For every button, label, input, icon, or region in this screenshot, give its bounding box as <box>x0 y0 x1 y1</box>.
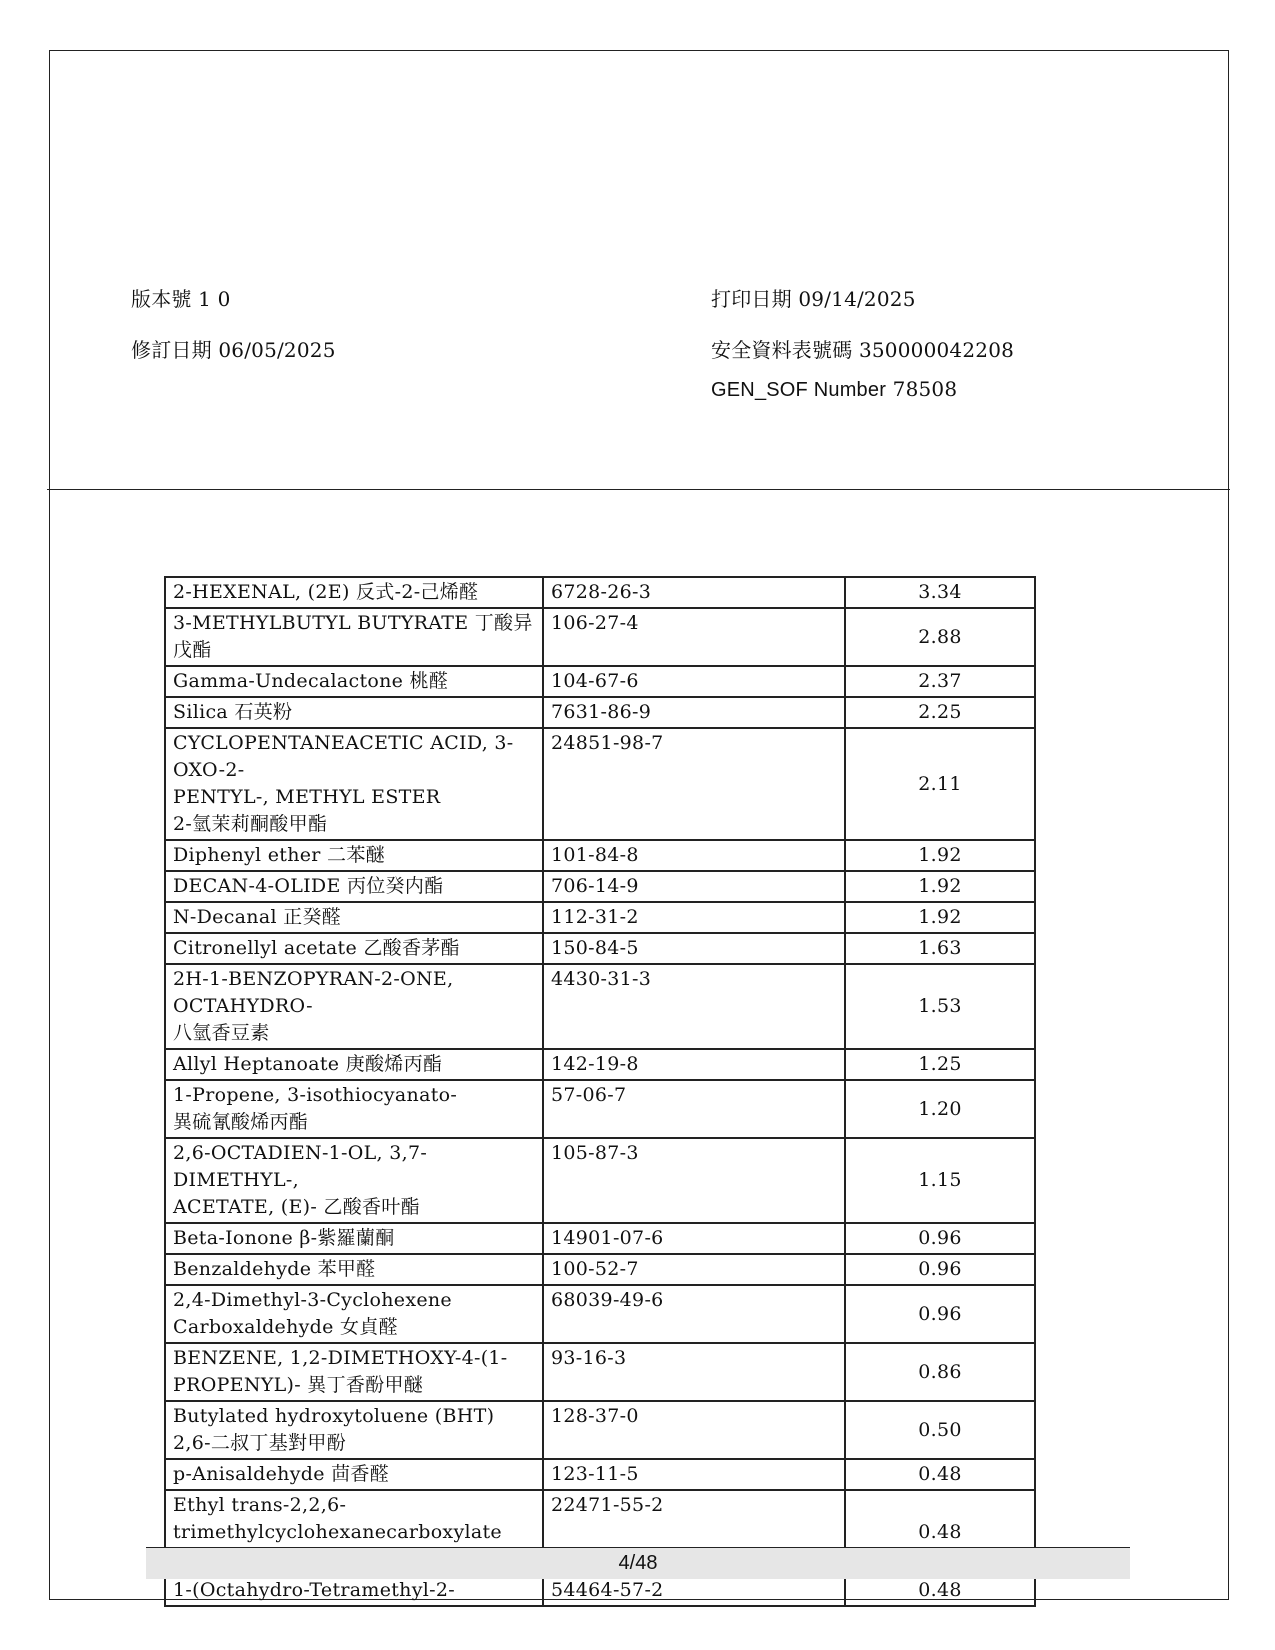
component-name: Beta-Ionone β-紫羅蘭酮 <box>165 1223 543 1254</box>
component-name: 2H-1-BENZOPYRAN-2-ONE, OCTAHYDRO- 八氫香豆素 <box>165 964 543 1049</box>
table-row <box>165 608 1035 666</box>
cas-number: 54464-57-2 <box>543 1575 845 1606</box>
concentration-value: 1.53 <box>845 964 1035 1049</box>
concentration-value: 1.25 <box>845 1049 1035 1080</box>
table-row <box>165 697 1035 728</box>
component-name: CYCLOPENTANEACETIC ACID, 3-OXO-2- PENTYL-, METHYL ESTER 2-氫茉莉酮酸甲酯 <box>165 728 543 840</box>
gen-sof-value: 78508 <box>892 377 958 401</box>
component-name: 1-Propene, 3-isothiocyanato- 異硫氰酸烯丙酯 <box>165 1080 543 1138</box>
cas-number: 706-14-9 <box>543 871 845 902</box>
concentration-value: 1.63 <box>845 933 1035 964</box>
concentration-value: 0.96 <box>845 1285 1035 1343</box>
cas-number: 101-84-8 <box>543 840 845 871</box>
component-name: 2-HEXENAL, (2E) 反式-2-己烯醛 <box>165 577 543 608</box>
component-name: N-Decanal 正癸醛 <box>165 902 543 933</box>
table-row <box>165 1080 1035 1138</box>
cas-number: 22471-55-2 <box>543 1490 845 1575</box>
components-table <box>164 576 1036 1607</box>
cas-number: 105-87-3 <box>543 1138 845 1223</box>
component-name: BENZENE, 1,2-DIMETHOXY-4-(1- PROPENYL)- 異丁香酚甲醚 <box>165 1343 543 1401</box>
concentration-value: 0.48 <box>845 1459 1035 1490</box>
cas-number: 150-84-5 <box>543 933 845 964</box>
component-name: Diphenyl ether 二苯醚 <box>165 840 543 871</box>
concentration-value: 2.88 <box>845 608 1035 666</box>
cas-number: 6728-26-3 <box>543 577 845 608</box>
cas-number: 142-19-8 <box>543 1049 845 1080</box>
table-row <box>165 1223 1035 1254</box>
cas-number: 112-31-2 <box>543 902 845 933</box>
cas-number: 123-11-5 <box>543 1459 845 1490</box>
component-name: 1-(Octahydro-Tetramethyl-2- <box>165 1575 543 1606</box>
table-row <box>165 728 1035 840</box>
table-row <box>165 964 1035 1049</box>
cas-number: 128-37-0 <box>543 1401 845 1459</box>
print-date: 打印日期 09/14/2025 <box>711 287 916 311</box>
concentration-value: 0.96 <box>845 1223 1035 1254</box>
cas-number: 100-52-7 <box>543 1254 845 1285</box>
concentration-value: 2.25 <box>845 697 1035 728</box>
table-row <box>165 666 1035 697</box>
component-name: Allyl Heptanoate 庚酸烯丙酯 <box>165 1049 543 1080</box>
table-row <box>165 1343 1035 1401</box>
component-name: 2,4-Dimethyl-3-Cyclohexene Carboxaldehyde 女貞醛 <box>165 1285 543 1343</box>
component-name: Gamma-Undecalactone 桃醛 <box>165 666 543 697</box>
table-row <box>165 840 1035 871</box>
cas-number: 106-27-4 <box>543 608 845 666</box>
header-divider <box>47 489 1230 490</box>
gen-sof-number <box>711 377 957 402</box>
sds-number: 安全資料表號碼 350000042208 <box>711 338 1015 362</box>
gen-sof-label: GEN_SOF Number <box>711 379 887 401</box>
component-name: Silica 石英粉 <box>165 697 543 728</box>
page-footer <box>146 1547 1130 1579</box>
component-name: p-Anisaldehyde 茴香醛 <box>165 1459 543 1490</box>
concentration-value: 3.34 <box>845 577 1035 608</box>
component-name: Benzaldehyde 苯甲醛 <box>165 1254 543 1285</box>
concentration-value: 1.20 <box>845 1080 1035 1138</box>
table-row <box>165 902 1035 933</box>
component-name: Citronellyl acetate 乙酸香茅酯 <box>165 933 543 964</box>
table-row <box>165 1254 1035 1285</box>
component-name: 2,6-OCTADIEN-1-OL, 3,7-DIMETHYL-, ACETATE, (E)- 乙酸香叶酯 <box>165 1138 543 1223</box>
table-row <box>165 1575 1035 1606</box>
concentration-value: 2.11 <box>845 728 1035 840</box>
concentration-value: 1.15 <box>845 1138 1035 1223</box>
version-number: 版本號 1 0 <box>131 287 231 311</box>
cas-number: 7631-86-9 <box>543 697 845 728</box>
table-row <box>165 1401 1035 1459</box>
table-row <box>165 1138 1035 1223</box>
concentration-value: 2.37 <box>845 666 1035 697</box>
cas-number: 68039-49-6 <box>543 1285 845 1343</box>
revision-date: 修訂日期 06/05/2025 <box>131 338 336 362</box>
cas-number: 104-67-6 <box>543 666 845 697</box>
component-name: Butylated hydroxytoluene (BHT) 2,6-二叔丁基對甲酚 <box>165 1401 543 1459</box>
cas-number: 14901-07-6 <box>543 1223 845 1254</box>
cas-number: 24851-98-7 <box>543 728 845 840</box>
concentration-value: 0.86 <box>845 1343 1035 1401</box>
concentration-value: 1.92 <box>845 902 1035 933</box>
table-row <box>165 1049 1035 1080</box>
concentration-value: 0.48 <box>845 1575 1035 1606</box>
page-number: 4/48 <box>618 1552 658 1574</box>
concentration-value: 0.48 <box>845 1490 1035 1575</box>
table-row <box>165 871 1035 902</box>
concentration-value: 0.96 <box>845 1254 1035 1285</box>
cas-number: 93-16-3 <box>543 1343 845 1401</box>
concentration-value: 0.50 <box>845 1401 1035 1459</box>
cas-number: 4430-31-3 <box>543 964 845 1049</box>
concentration-value: 1.92 <box>845 871 1035 902</box>
table-row <box>165 1459 1035 1490</box>
table-row <box>165 933 1035 964</box>
component-name: DECAN-4-OLIDE 丙位癸内酯 <box>165 871 543 902</box>
component-name: 3-METHYLBUTYL BUTYRATE 丁酸异戊酯 <box>165 608 543 666</box>
table-row <box>165 577 1035 608</box>
component-name: Ethyl trans-2,2,6- trimethylcyclohexanecarboxylate <box>165 1490 543 1575</box>
cas-number: 57-06-7 <box>543 1080 845 1138</box>
table-row <box>165 1285 1035 1343</box>
concentration-value: 1.92 <box>845 840 1035 871</box>
